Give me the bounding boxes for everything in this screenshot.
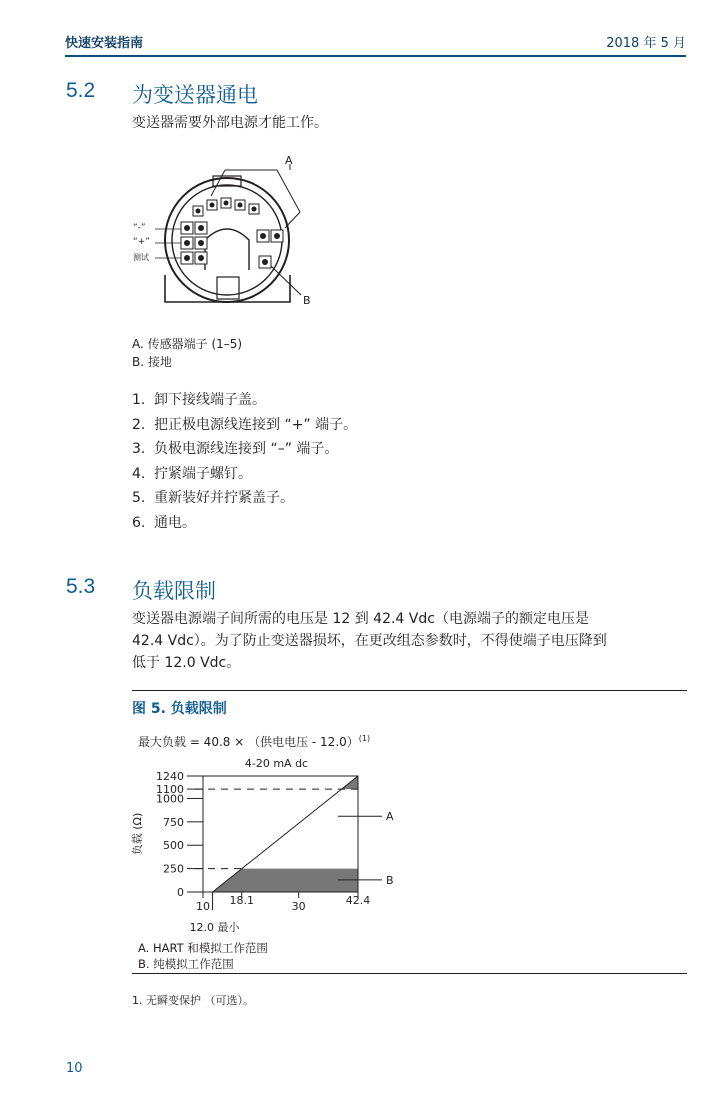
load-limit-chart (125, 752, 425, 937)
list-item: 2. 把正极电源线连接到 “+” 端子。 (132, 416, 358, 433)
label-plus: “+” (133, 237, 150, 247)
callout-b-label: B (303, 294, 311, 307)
inner-cutout (205, 229, 249, 270)
section-5-3-para-line1: 变送器电源端子间所需的电压是 12 到 42.4 Vdc（电源端子的额定电压是 (132, 611, 589, 627)
region-a-label: A (386, 810, 394, 824)
header-rule (65, 55, 686, 57)
y-tick-label: 1240 (156, 770, 184, 783)
y-tick-label: 250 (163, 862, 184, 876)
x-tick-label: 30 (291, 900, 306, 913)
diagram-legend-a: A. 传感器端子 (1–5) (132, 337, 243, 351)
list-item: 3. 负极电源线连接到 “–” 端子。 (132, 441, 339, 457)
housing-base (165, 275, 290, 302)
y-tick-label: 1100 (156, 783, 184, 797)
figure-legend-a: A. HART 和模拟工作范围 (138, 941, 268, 955)
list-item: 6. 通电。 (132, 514, 196, 531)
section-title-5-2: 为变送器通电 (132, 83, 258, 107)
y-tick-label: 500 (163, 839, 184, 853)
figure-formula: 最大负载 = 40.8 × （供电电压 - 12.0）$^{(1)}$ (138, 734, 371, 749)
x-tick-label: 10 (196, 900, 210, 913)
list-item: 1. 卸下接线端子盖。 (132, 392, 266, 408)
running-header-title: 快速安装指南 (65, 36, 144, 51)
x-tick-label: 18.1 (229, 894, 254, 907)
footnote: 1. 无瞬变保护 （可选）。 (132, 994, 254, 1007)
section-5-3-para-line2: 42.4 Vdc）。为了防止变送器损坏，在更改组态参数时，不得使端子电压降到 (132, 633, 607, 649)
section-5-3-para-line3: 低于 12.0 Vdc。 (132, 655, 241, 671)
label-minus: “-” (133, 223, 146, 233)
list-item: 5. 重新装好并拧紧盖子。 (132, 490, 294, 506)
x-min-label: 12.0 最小 (189, 921, 240, 934)
terminal-block-diagram (125, 150, 325, 310)
right-terminals (257, 230, 283, 242)
section-title-5-3: 负载限制 (132, 579, 216, 603)
section-number-5-3: 5.3 (66, 575, 96, 598)
sensor-terminals (193, 198, 259, 216)
running-header-date: 2018 年 5 月 (606, 36, 686, 51)
power-steps-list (132, 388, 357, 535)
figure-title: 图 5. 负载限制 (132, 701, 227, 717)
y-tick-label: 1000 (156, 792, 184, 806)
x-tick-label: 42.4 (345, 894, 371, 907)
region-b-label: B (386, 873, 394, 887)
y-tick-label: 750 (163, 815, 184, 829)
callout-a-label: A (285, 154, 293, 167)
y-tick-label: 0 (177, 886, 184, 899)
section-5-2-intro: 变送器需要外部电源才能工作。 (132, 115, 328, 131)
y-axis-label: 负载 (Ω) (131, 812, 144, 856)
power-terminals (181, 222, 207, 264)
figure-legend-b: B. 纯模拟工作范围 (138, 957, 234, 971)
ground-screw (259, 256, 271, 268)
section-number-5-2: 5.2 (66, 79, 96, 102)
region-b-shade (213, 869, 358, 892)
page-number: 10 (66, 1061, 83, 1076)
list-item: 4. 拧紧端子螺钉。 (132, 465, 252, 482)
figure-top-rule (132, 690, 687, 691)
cable-entry (217, 277, 239, 299)
diagram-legend-b: B. 接地 (132, 355, 172, 369)
label-test: 测试 (133, 253, 149, 262)
chart-title: 4-20 mA dc (244, 757, 309, 770)
figure-bottom-rule (132, 973, 687, 974)
